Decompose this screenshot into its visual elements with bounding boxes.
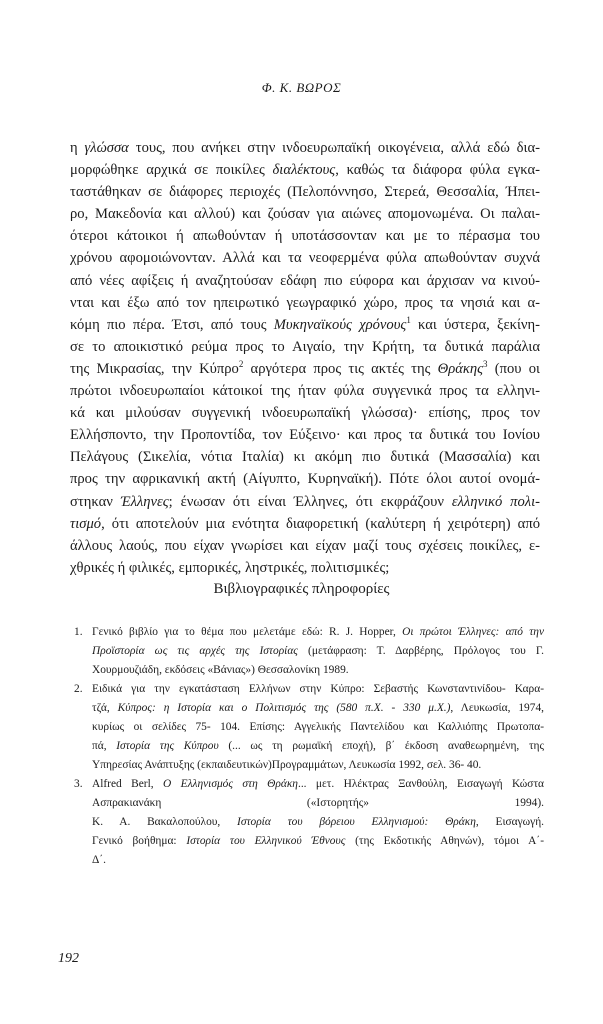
reference-item — [74, 623, 544, 680]
body-line — [70, 380, 540, 402]
text-run: Κ. Α. Βακαλοπούλου, — [92, 816, 238, 828]
reference-line — [92, 851, 544, 870]
text-run: άλλους λαούς, που είχαν γνωρίσει και είχαν μαζί τους σχέσεις ποικίλες, ε- — [70, 537, 540, 554]
text-run: Δ΄. — [92, 854, 106, 866]
reference-number: 3. — [74, 778, 83, 790]
reference-line — [92, 794, 544, 813]
body-line — [70, 314, 540, 336]
text-run: Πελάγους (Σικελία, νότια Ιταλία) κι ακόμη πιο δυτικά (Μασσαλία) και — [70, 449, 540, 466]
italic-text: Ο Ελληνισμός στη Θράκη — [163, 778, 298, 790]
text-run: νται και έξω από τον ηπειρωτικό γεωγραφικό χώρο, προς τα νησιά και α- — [70, 294, 540, 311]
text-run: Γενικό βοήθημα: — [92, 835, 187, 847]
reference-line — [92, 737, 544, 756]
text-run: από νέες αφίξεις ή αναζητούσαν εδάφη πιο εύφορα και άρχισαν να κινού- — [70, 272, 540, 289]
text-run: κόμη πιο πέρα. Έτσι, από τους — [70, 316, 274, 333]
text-run: (που οι — [487, 360, 540, 377]
italic-text: διαλέκτους — [272, 162, 336, 179]
reference-line — [92, 832, 544, 851]
running-head: Φ. Κ. ΒΩΡΟΣ — [261, 80, 342, 95]
body-line — [70, 225, 540, 247]
italic-text: Θράκης — [437, 360, 484, 377]
italic-text: Προϊστορία ως τις αρχές της Ιστορίας — [92, 645, 298, 657]
body-line — [70, 203, 540, 225]
text-run: κά και μιλούσαν συγγενική ινδοευρωπαϊκή γλώσσα)· επίσης, προς τον — [70, 405, 540, 422]
text-run: της Μικρασίας, την Κύπρο — [70, 360, 239, 377]
reference-line — [92, 718, 544, 737]
reference-line — [92, 680, 544, 699]
body-line — [70, 446, 540, 468]
body-line — [70, 535, 540, 557]
body-line — [70, 137, 540, 159]
reference-line — [92, 642, 544, 661]
body-paragraph — [70, 137, 540, 579]
text-run: Ειδικά για την εγκατάσταση Ελλήνων στην Κύπρο: Σεβαστής Κωνσταντινίδου- Καρα- — [92, 683, 544, 695]
text-run: ρο, Μακεδονία και αλλού) και ζούσαν για αιώνες απομονωμένα. Οι παλαι- — [70, 206, 540, 223]
body-line — [70, 513, 540, 535]
reference-number: 1. — [74, 626, 83, 638]
text-run: μορφώθηκε αρχικά σε ποικίλες — [70, 162, 273, 179]
body-line — [70, 292, 540, 314]
italic-text: Μυκηναϊκούς χρόνους — [273, 316, 407, 333]
text-run: τζά, — [92, 702, 118, 714]
body-line — [70, 270, 540, 292]
body-line — [70, 402, 540, 424]
body-line — [70, 358, 540, 380]
reference-item — [74, 680, 544, 775]
footnote-marker: 1 — [406, 314, 411, 325]
text-run: Υπηρεσίας Ανάπτυξης (εκπαιδευτικών)Προγραμμάτων, Λευκωσία 1992, σελ. 36- 40. — [92, 759, 482, 771]
body-line — [70, 159, 540, 181]
body-line — [70, 181, 540, 203]
footnote-marker: 2 — [238, 359, 244, 370]
italic-text: Οι πρώτοι Έλληνες: από την — [402, 626, 545, 638]
page-number: 192 — [58, 951, 79, 966]
italic-text: Ιστορία του βόρειου Ελληνισμού: Θράκη — [237, 816, 476, 828]
text-run: Ασπρακιανάκη («Ιστορητής» 1994). — [92, 797, 544, 809]
text-run: σε το αποικιστικό ρεύμα προς το Αιγαίο, την Κρήτη, τα δυτικά παράλια — [70, 338, 540, 355]
text-run: Χουρμουζιάδη, εκδόσεις «Βάνιας») Θεσσαλονίκη 1989. — [92, 664, 349, 676]
italic-text: Ιστορία του Ελληνικού Έθνους — [186, 835, 346, 847]
text-run: χθρικές ή φιλικές, εμπορικές, ληστρικές, πολιτισμικές; — [70, 559, 390, 576]
text-run: η — [70, 140, 85, 156]
reference-item — [74, 775, 544, 870]
text-run: ... μετ. Ηλέκτρας Ξανθούλη, Εισαγωγή Κώστα — [297, 778, 544, 790]
body-line — [70, 424, 540, 446]
reference-line — [92, 661, 544, 680]
text-run: αργότερα προς τις ακτές της — [243, 360, 438, 377]
body-line — [70, 336, 540, 358]
italic-text: γλώσσα — [84, 140, 129, 156]
text-run: Ελλήσποντο, την Προποντίδα, τον Εύξεινο· και προς τα δυτικά του Ιονίου — [70, 427, 540, 444]
text-run: χρόνου αφομοιώνονταν. Αλλά και τα νεοφερμένα φύλα απωθούνταν συχνά — [70, 250, 540, 267]
italic-text: ελληνικό πολι- — [451, 493, 541, 510]
text-run: ταστάθηκαν σε διάφορες περιοχές (Πελοπόννησο, Στερεά, Θεσσαλία, Ήπει- — [70, 184, 540, 201]
body-line — [70, 491, 540, 513]
text-run: , καθώς τα διάφορα φύλα εγκα- — [335, 162, 540, 179]
text-run: , Εισαγωγή. — [475, 816, 544, 828]
body-line — [70, 557, 540, 579]
text-run: κυρίως οι σελίδες 75- 104. Επίσης: Αγγελικής Παντελίδου και Καλλιόπης Πρωτοπα- — [92, 721, 544, 733]
text-run: (μετάφραση: Τ. Δαρβέρης, Πρόλογος του Γ. — [297, 645, 544, 657]
text-run: , ότι αποτελούν μια ενότητα διαφορετική (καλύτερη ή χειρότερη) από — [101, 515, 540, 532]
italic-text: Κύπρος: η Ιστορία και ο Πολιτισμός της (580 π.Χ. - 330 μ.Χ.) — [117, 702, 451, 714]
reference-line — [92, 813, 544, 832]
text-run: πρώτοι ινδοευρωπαίοι κάτοικοί της ήταν φύλα συγγενικά προς τα ελληνι- — [70, 383, 540, 400]
text-run: ότεροι κάτοικοι ή απωθούνταν ή υποτάσσονταν και με το πέρασμα του — [70, 228, 540, 245]
reference-line — [92, 775, 544, 794]
text-run: πά, — [92, 740, 117, 752]
text-run: (... ως τη ρωμαϊκή εποχή), β΄ έκδοση αναθεωρημένη, της — [218, 740, 545, 752]
reference-line — [92, 623, 544, 642]
italic-text: τισμό — [70, 515, 102, 532]
footnote-marker: 3 — [483, 359, 488, 370]
reference-number: 2. — [74, 683, 83, 695]
references-list — [74, 623, 544, 870]
text-run: Alfred Berl, — [92, 778, 164, 790]
text-run: τους, που ανήκει στην ινδοευρωπαϊκή οικογένεια, αλλά εδώ δια- — [128, 140, 540, 156]
text-run: ; ένωσαν ότι είναι Έλληνες, ότι εκφράζουν — [168, 493, 452, 510]
text-run: (της Εκδοτικής Αθηνών), τόμοι Α΄- — [345, 835, 544, 847]
text-run: στηκαν — [70, 493, 121, 510]
italic-text: Ιστορία της Κύπρου — [116, 740, 219, 752]
text-run: προς την αφρικανική ακτή (Αίγυπτο, Κυρηναϊκή). Πότε όλοι αυτοί ονομά- — [70, 471, 540, 488]
body-line — [70, 468, 540, 490]
body-line — [70, 247, 540, 269]
italic-text: Έλληνες — [120, 493, 169, 510]
text-run: , Λευκωσία, 1974, — [450, 702, 544, 714]
reference-line — [92, 756, 544, 775]
reference-line — [92, 699, 544, 718]
text-run: και ύστερα, ξεκίνη- — [410, 316, 540, 333]
section-title: Βιβλιογραφικές πληροφορίες — [213, 581, 390, 597]
text-run: Γενικό βιβλίο για το θέμα που μελετάμε εδώ: R. J. Hopper, — [92, 626, 403, 638]
